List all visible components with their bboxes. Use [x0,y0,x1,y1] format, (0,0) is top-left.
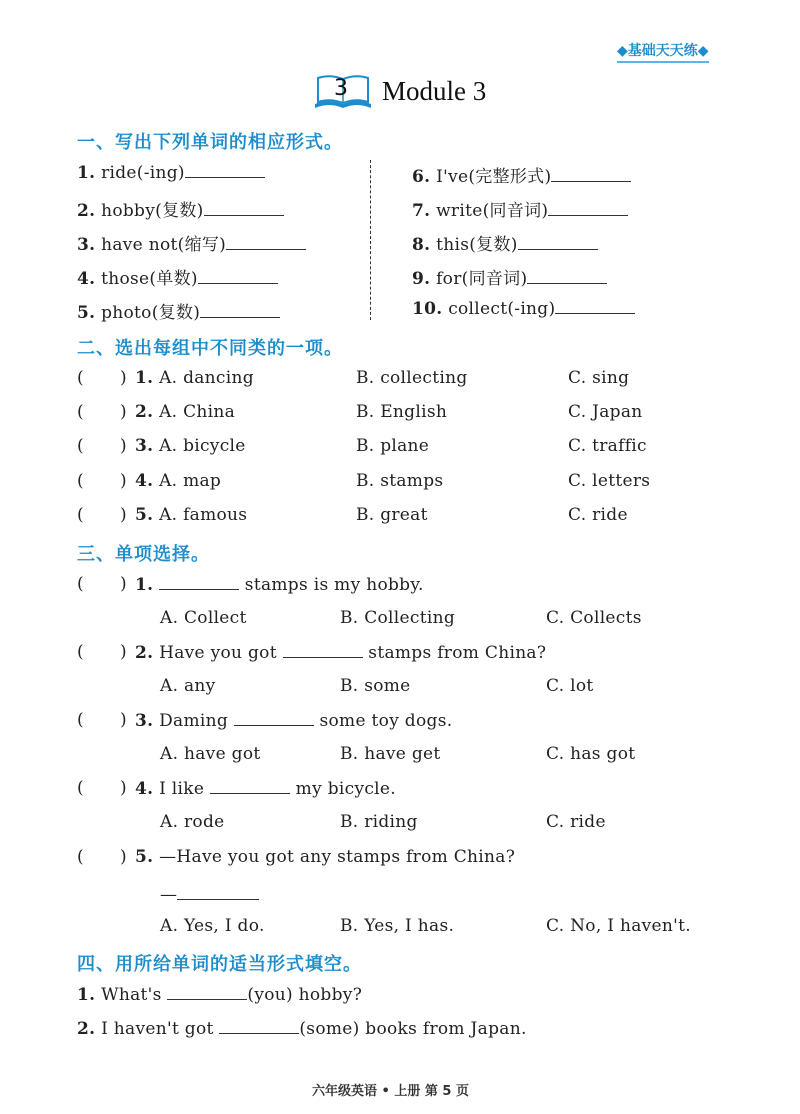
answer-paren[interactable]: ( ) [77,368,127,388]
module-number: 3 [334,76,348,101]
answer-blank[interactable] [177,884,259,900]
answer-blank[interactable] [548,200,628,216]
question-a: 1. A. dancing [135,368,254,388]
question-a: 5. A. famous [135,505,248,525]
option-b: B. stamps [356,471,444,491]
option-a: A. Yes, I do. [160,916,265,936]
option-b: B. great [356,505,428,525]
option-b: B. Collecting [340,608,455,628]
option-c: C. No, I haven't. [546,916,691,936]
answer-blank[interactable] [234,710,314,726]
list-item: 8. this(复数) [412,230,598,255]
answer-blank[interactable] [518,234,598,250]
answer-paren[interactable]: ( ) [77,402,127,422]
option-a: A. any [160,676,216,696]
question-a: 4. A. map [135,471,222,491]
list-item: 1. What's (you) hobby? [77,985,363,1005]
option-c: C. letters [568,471,651,491]
column-divider [370,160,371,320]
option-b: B. some [340,676,411,696]
answer-blank[interactable] [226,234,306,250]
answer-blank[interactable] [555,298,635,314]
option-c: C. Collects [546,608,642,628]
answer-paren[interactable]: ( ) [77,642,127,662]
answer-blank[interactable] [283,642,363,658]
answer-blank[interactable] [210,778,290,794]
answer-blank[interactable] [159,574,239,590]
option-b: B. riding [340,812,418,832]
answer-paren[interactable]: ( ) [77,436,127,456]
option-c: C. Japan [568,402,643,422]
list-item: 9. for(同音词) [412,264,607,289]
answer-blank[interactable] [198,268,278,284]
question-stem: 2. Have you got stamps from China? [135,643,547,663]
list-item: 4. those(单数) [77,264,278,289]
question-a: 2. A. China [135,402,236,422]
option-b: B. Yes, I has. [340,916,455,936]
list-item: 6. I've(完整形式) [412,162,631,187]
question-stem: 5. —Have you got any stamps from China? [135,847,516,867]
option-c: C. has got [546,744,636,764]
list-item: 5. photo(复数) [77,298,280,323]
question-stem: 1. stamps is my hobby. [135,575,424,595]
option-c: C. lot [546,676,594,696]
option-c: C. sing [568,368,630,388]
section4-heading: 四、用所给单词的适当形式填空。 [77,954,362,975]
option-b: B. plane [356,436,430,456]
list-item: 1. ride(-ing) [77,162,265,183]
answer-paren[interactable]: ( ) [77,471,127,491]
option-a: A. Collect [160,608,247,628]
answer-blank[interactable] [167,984,247,1000]
answer-blank[interactable] [185,162,265,178]
section2-heading: 二、选出每组中不同类的一项。 [77,338,343,359]
list-item: 7. write(同音词) [412,196,628,221]
option-b: B. English [356,402,448,422]
answer-blank[interactable] [527,268,607,284]
answer-paren[interactable]: ( ) [77,778,127,798]
option-c: C. ride [568,505,628,525]
answer-paren[interactable]: ( ) [77,847,127,867]
option-a: A. rode [160,812,225,832]
list-item: 10. collect(-ing) [412,298,635,319]
response-line: — [160,884,259,905]
option-b: B. collecting [356,368,468,388]
question-stem: 3. Daming some toy dogs. [135,711,453,731]
list-item: 2. I haven't got (some) books from Japan. [77,1019,527,1039]
answer-paren[interactable]: ( ) [77,710,127,730]
section1-heading: 一、写出下列单词的相应形式。 [77,132,343,153]
answer-blank[interactable] [200,302,280,318]
list-item: 2. hobby(复数) [77,196,284,221]
option-a: A. have got [160,744,261,764]
page-title: Module 3 [382,76,487,106]
list-item: 3. have not(缩写) [77,230,306,255]
question-a: 3. A. bicycle [135,436,246,456]
answer-blank[interactable] [219,1018,299,1034]
section3-heading: 三、单项选择。 [77,544,210,565]
answer-paren[interactable]: ( ) [77,574,127,594]
question-stem: 4. I like my bicycle. [135,779,396,799]
answer-paren[interactable]: ( ) [77,505,127,525]
answer-blank[interactable] [204,200,284,216]
page-footer: 六年级英语 • 上册 第 5 页 [312,1084,469,1099]
answer-blank[interactable] [551,166,631,182]
option-b: B. have get [340,744,441,764]
series-tag: ◆基础天天练◆ [617,40,709,63]
option-c: C. ride [546,812,606,832]
option-c: C. traffic [568,436,647,456]
